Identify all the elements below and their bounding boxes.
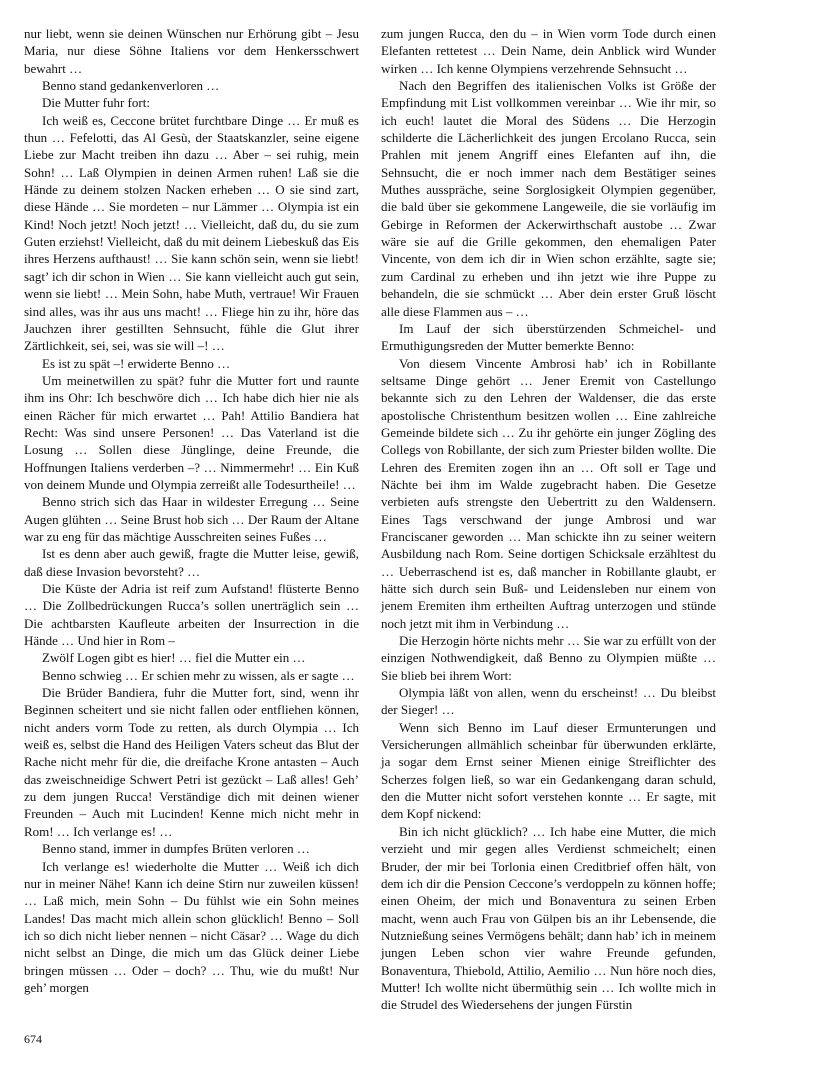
- right-column: [381, 25, 716, 1014]
- page-number: 674: [24, 1032, 42, 1046]
- paragraph: Zwölf Logen gibt es hier! … fiel die Mutter ein …: [42, 650, 306, 666]
- left-column: [24, 25, 359, 996]
- paragraph: Benno stand gedankenverloren …: [42, 78, 220, 94]
- paragraph: Im Lauf der sich überstürzenden Schmeichel- und Ermuthigungsreden der Mutter bemerkte Benno:: [381, 320, 716, 354]
- paragraph: Um meinetwillen zu spät? fuhr die Mutter fort und raunte ihm ins Ohr: Ich beschwöre dich … Ich habe dich hier nie als einen Rächer für mich erwartet … Pah! Attilio Bandiera hat Recht: Was sind unsere Personen! … Das Vaterland ist die Losung … Sollen diese Jünglinge, deine Freunde, die Hoffnungen Italiens verderben –? … Nimmermehr! … Ein Kuß von deinem Munde und Olympia zerreißt alle Todesurtheile! …: [24, 372, 359, 492]
- paragraph: Nach den Begriffen des italienischen Volks ist Größe der Empfindung mit List vollkommen vereinbar … Wie ihr mir, so ich euch! lautet die Moral des Südens … Die Herzogin schilderte die Lächerlichkeit des jungen Ercolano Rucca, sein Prahlen mit jenem Angriff eines Elefanten auf ihn, die Sehnsucht, die er noch immer nach dem Bestätiger seines Muthes ausspräche, seine Sorglosigkeit Olympien gegenüber, die bald über sie gekommene Langeweile, die sie vorläufig im Gebirge in Reformen der Ackerwirthschaft austobe … Zwar wäre sie auf die Grille gekommen, den ehemaligen Pater Vincente, von dem ich dir in Wien schon erzählte, sagte sie; zum Cardinal zu erheben und ihn jetzt wie ihre Puppe zu behandeln, die sie schmückt … Aber dein erster Gruß löscht alle diese Flammen aus – …: [381, 78, 716, 319]
- paragraph: Ich weiß es, Ceccone brütet furchtbare Dinge … Er muß es thun … Fefelotti, das Al Gesù, der Staatskanzler, seine eigene Liebe zur Macht treiben ihn dazu … Aber – sei ruhig, mein Sohn! … Laß Olympien in deinen Armen ruhen! Laß sie die Hände zu deinem stolzen Nacken erheben … O sie sind zart, diese Hände … Sie mordeten – nur Lämmer … Olympia ist ein Kind! Noch jetzt! Noch jetzt! … Vielleicht, daß du, du sie zum Guten erziehst! Vielleicht, daß du mit deinem Liebeskuß das Eis ihres Herzens aufthaust! … Sie kann schön sein, wenn sie liebt! sagt’ ich dir schon in Wien … Sie kann vielleicht auch gut sein, wenn sie liebt! … Mein Sohn, habe Muth, vertraue! Wir Frauen sind alles, was ihr aus uns macht! … Fliege hin zu ihr, höre das Jauchzen ihrer gestillten Sehnsucht, fühle die Glut ihrer Zärtlichkeit, sei, sei, was sie will –! …: [24, 112, 359, 354]
- paragraph: nur liebt, wenn sie deinen Wünschen nur Erhörung gibt – Jesu Maria, nur diese Söhne Italiens vor dem Henkersschwert bewahrt …: [24, 26, 359, 76]
- paragraph: Bin ich nicht glücklich? … Ich habe eine Mutter, die mich verzieht und mir gegen alles Verdienst schmeichelt; einen Bruder, der mir bei Torlonia einen Creditbrief offen hält, von dem ich dir die Pension Ceccone’s verdoppeln zu können hoffe; einen Oheim, der mich und Bonaventura zu seinen Erben macht, wenn auch Frau von Gülpen bis an ihr Lebensende, die Nutznießung seines Vermögens behält; dann hab’ ich in meinem jungen Leben schon vier wahre Freunde gefunden, Bonaventura, Thiebold, Attilio, Aemilio … Nun höre noch dies, Mutter! Ich wollte nicht übermüthig sein … Ich wollte mich in die Strudel des Wiedersehens der jungen Fürstin: [381, 823, 716, 1013]
- paragraph: Ist es denn aber auch gewiß, fragte die Mutter leise, gewiß, daß diese Invasion bevorsteht? …: [24, 546, 359, 579]
- paragraph: Von diesem Vincente Ambrosi hab’ ich in Robillante seltsame Dinge gehört … Jener Eremit von Castellungo bekannte sich zu den Lehren der Waldenser, die das erste apostolische Christenthum besitzen wollen … Eine zahlreiche Gemeinde bildete sich … Zu ihr gehörte ein junger Zögling des Collegs von Robillante, der sich zum Priester bilden wollte. Die Lehren des Eremiten zogen ihn an … Oft soll er Tage und Nächte bei ihm im Walde zugebracht haben. Die Gesetze verbieten aufs strengste den Uebertritt zu den Waldensern. Eines Tags verschwand der junge Ambrosi und war Franciscaner geworden … Man schickte ihn zu seiner weitern Ausbildung nach Rom. Seine dortigen Schicksale erzähltest du … Ueberraschend ist es, daß mancher in Robillante glaubt, er hätte sich durch sein Buß- und Leidensleben nur einem von jenem Eremiten ihm ertheilten Auftrag unterzogen und stünde noch jetzt mit ihm in Verbindung …: [381, 355, 716, 631]
- paragraph: Die Küste der Adria ist reif zum Aufstand! flüsterte Benno … Die Zollbedrückungen Rucca’s sollen unerträglich sein … Die achtbarsten Kaufleute arbeiten der Insurrection in die Hände … Und hier in Rom –: [24, 581, 359, 649]
- paragraph: Die Mutter fuhr fort:: [42, 95, 150, 111]
- paragraph: Olympia läßt von allen, wenn du erscheinst! … Du bleibst der Sieger! …: [381, 685, 716, 718]
- paragraph: Benno stand, immer in dumpfes Brüten verloren …: [42, 841, 310, 857]
- paragraph: Ich verlange es! wiederholte die Mutter … Weiß ich dich nur in meiner Nähe! Kann ich deine Stirn nur zuweilen küssen! … Laß mich, mein Sohn – Du fühlst wie ein Sohn meines Landes! Das macht mich allein schon glücklich! Benno – Soll ich so dich nicht lieber nennen – nicht Cäsar? … Wage du dich nicht selbst an Dinge, die mich um das Glück deiner Liebe bringen müssen … Oder – doch? … Thu, wie du mußt! Nur geh’ morgen: [24, 858, 359, 995]
- paragraph: Benno schwieg … Er schien mehr zu wissen, als er sagte …: [42, 667, 355, 683]
- paragraph: Die Brüder Bandiera, fuhr die Mutter fort, sind, wenn ihr Beginnen scheitert und sie nicht fallen oder entfliehen können, nicht anders vorm Tode zu retten, als durch Olympia … Ich weiß es, selbst die Hand des Heiligen Vaters scheut das Blut der Rache nicht mehr für die, die dreifache Krone antasten – Auch das zweischneidige Schwert Petri ist gezückt – Laß alles! Geh’ zu dem jungen Rucca! Verständige dich mit deinen wiener Freunden – Auch mit Lucinden! Kenne mich nicht mehr in Rom! … Ich verlange es! …: [24, 685, 359, 839]
- paragraph: Wenn sich Benno im Lauf dieser Ermunterungen und Versicherungen allmählich scheinbar für überwunden erklärte, ja sogar dem Ernst seiner Mienen einige Streiflichter des Scherzes folgen ließ, so war ein Gedankengang daran schuld, den die Mutter nicht sofort verstehen konnte … Er sagte, mit dem Kopf nickend:: [381, 719, 716, 822]
- paragraph: Die Herzogin hörte nichts mehr … Sie war zu erfüllt von der einzigen Nothwendigkeit, daß Benno zu Olympien müßte … Sie blieb bei ihrem Wort:: [381, 633, 716, 683]
- paragraph: zum jungen Rucca, den du – in Wien vorm Tode durch einen Elefanten rettetest … Dein Name, dein Anblick wird Wunder wirken … Ich kenne Olympiens verzehrende Sehnsucht …: [381, 26, 716, 76]
- paragraph: Benno strich sich das Haar in wildester Erregung … Seine Augen glühten … Seine Brust hob sich … Der Raum der Altane war zu eng für das mächtige Ausschreiten seines Fußes …: [24, 494, 359, 544]
- paragraph: Es ist zu spät –! erwiderte Benno …: [42, 355, 231, 371]
